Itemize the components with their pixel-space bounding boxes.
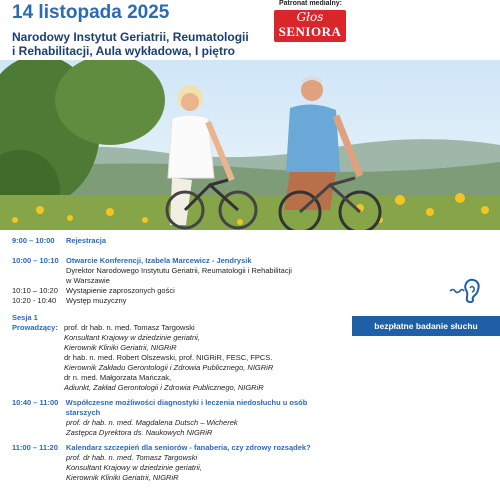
registration-title: Rejestracja bbox=[66, 236, 107, 245]
opening-desc-2: w Warszawie bbox=[66, 276, 110, 285]
opening-time: 10:00 – 10:10 bbox=[12, 256, 59, 265]
logo-word-text: SENIORA bbox=[278, 24, 342, 39]
leader-1-role-1: Konsultant Krajowy w dziedzinie geriatrii, bbox=[64, 333, 200, 342]
agenda-talk-2 bbox=[12, 443, 342, 453]
session-title: Sesja 1 bbox=[12, 313, 38, 322]
hearing-ear-icon bbox=[448, 276, 482, 306]
talk-1-title: Współczesne możliwości diagnostyki i leczenia niedosłuchu u osób starszych bbox=[65, 398, 308, 417]
leader-3-name: dr n. med. Małgorzata Mańczak, bbox=[64, 373, 172, 382]
media-patronage bbox=[268, 0, 353, 42]
opening-title: Otwarcie Konferencji, Izabela Marcewicz - Jendrysik bbox=[66, 256, 252, 265]
session-leaders bbox=[12, 323, 342, 333]
music-title: Występ muzyczny bbox=[66, 296, 127, 305]
talk-2-role-1: Konsultant Krajowy w dziedzinie geriatrii, bbox=[66, 463, 202, 472]
agenda-registration bbox=[12, 236, 342, 246]
talk-2-role-2: Kierownik Kliniki Geriatrii, NIGRiR bbox=[66, 473, 179, 482]
registration-time: 9:00 – 10:00 bbox=[12, 236, 55, 245]
patronage-label: Patronat medialny: bbox=[278, 0, 342, 7]
logo-script-text: Głos bbox=[296, 10, 324, 24]
agenda-opening bbox=[12, 256, 342, 266]
agenda-music bbox=[12, 296, 342, 306]
hero-photo bbox=[0, 60, 500, 230]
talk-1-speaker: prof. dr hab. n. med. Magdalena Dutsch – Wicherek bbox=[66, 418, 238, 427]
leader-2-role: Kierownik Zakładu Gerontologii i Zdrowia Publicznego, NIGRiR bbox=[64, 363, 274, 372]
music-time: 10:20 - 10:40 bbox=[12, 296, 57, 305]
venue-line-2: i Rehabilitacji, Aula wykładowa, I piętro bbox=[12, 44, 235, 58]
agenda-talk-1 bbox=[12, 398, 342, 418]
leader-3-role: Adiunkt, Zakład Gerontologii i Zdrowia Publicznego, NIGRiR bbox=[64, 383, 264, 392]
venue-line-1: Narodowy Instytut Geriatrii, Reumatologii bbox=[12, 30, 249, 44]
free-hearing-test-badge: bezpłatne badanie słuchu bbox=[352, 316, 500, 336]
talk-2-time: 11:00 – 11:20 bbox=[12, 443, 58, 452]
agenda bbox=[12, 236, 342, 483]
leaders-label: Prowadzący: bbox=[12, 323, 58, 332]
leader-1-name: prof. dr hab. n. med. Tomasz Targowski bbox=[64, 323, 195, 332]
talk-1-role: Zastępca Dyrektora ds. Naukowych NIGRiR bbox=[66, 428, 213, 437]
guests-title: Wystąpienie zaproszonych gości bbox=[66, 286, 175, 295]
glos-seniora-logo bbox=[274, 10, 346, 42]
guests-time: 10:10 – 10:20 bbox=[12, 286, 58, 295]
agenda-guests bbox=[12, 286, 342, 296]
leader-1-role-2: Kierownik Kliniki Geriatrii, NIGRiR bbox=[64, 343, 177, 352]
talk-1-time: 10:40 – 11:00 bbox=[12, 398, 59, 407]
opening-desc-1: Dyrektor Narodowego Instytutu Geriatrii, Reumatologii i Rehabilitacji bbox=[66, 266, 292, 275]
talk-2-title: Kalendarz szczepień dla seniorów - fanaberia, czy zdrowy rozsądek? bbox=[66, 443, 311, 452]
event-venue bbox=[12, 30, 292, 58]
leader-2-name: dr hab. n. med. Robert Olszewski, prof. NIGRiR, FESC, FPCS. bbox=[64, 353, 273, 362]
talk-2-speaker: prof. dr hab. n. med. Tomasz Targowski bbox=[66, 453, 198, 462]
event-date: 14 listopada 2025 bbox=[12, 2, 170, 23]
